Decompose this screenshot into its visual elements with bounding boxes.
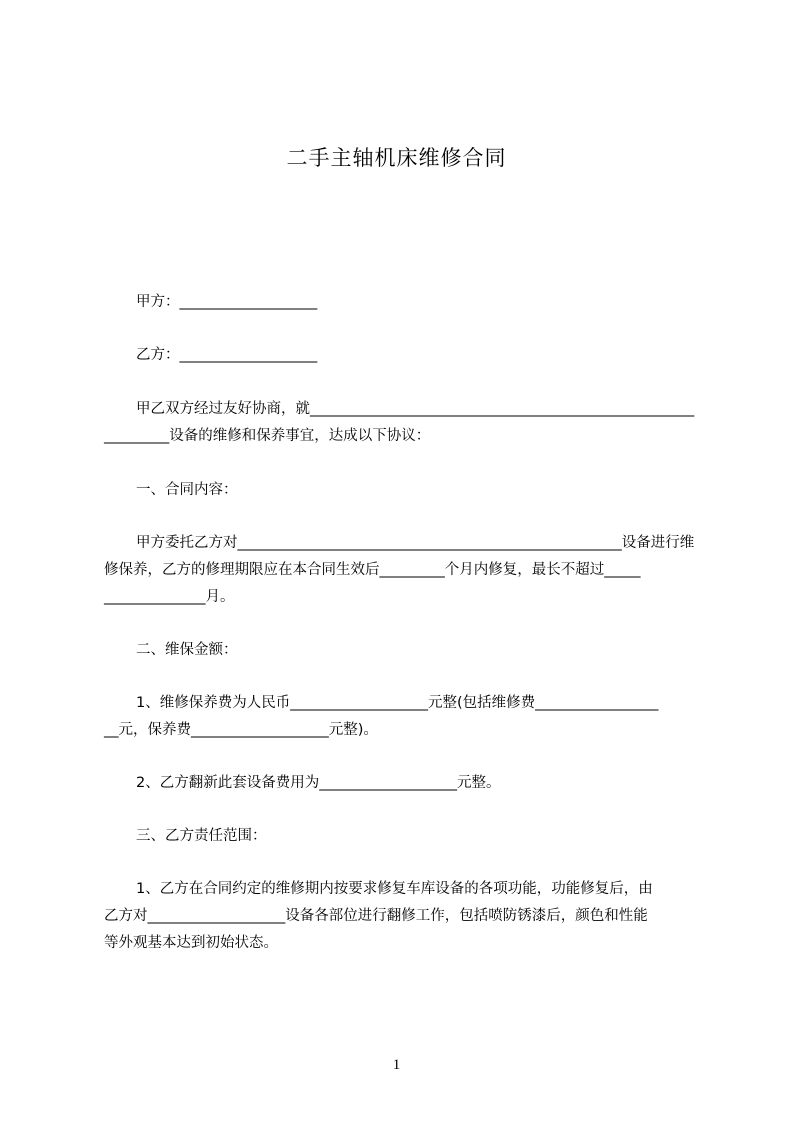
section-2-heading: 二、维保金额： [136,642,238,658]
section-3-item-1-line-3: 等外观基本达到初始状态。 [104,935,278,951]
section-2-item-1-line-1: 1、维修保养费为人民币___________________元整(包括维修费_________________ [136,695,659,711]
party-a-line: 甲方：___________________ [136,294,318,310]
section-1-line-1: 甲方委托乙方对_____________________________________________________设备进行维 [136,535,695,551]
section-1-line-2: 修保养，乙方的修理期限应在本合同生效后_________个月内修复，最长不超过_____ [104,562,641,578]
section-2-item-1-line-2: __元，保养费___________________元整)。 [104,722,378,738]
section-3-item-1-line-2: 乙方对___________________设备各部位进行翻修工作，包括喷防锈漆后，颜色和性能 [104,908,648,924]
party-b-line: 乙方：___________________ [136,347,318,363]
section-1-line-3: ______________月。 [104,589,235,605]
page-number: 1 [392,1057,401,1073]
section-3-heading: 三、乙方责任范围： [136,828,267,844]
section-1-heading: 一、合同内容： [136,482,238,498]
section-3-item-1-line-1: 1、乙方在合同约定的维修期内按要求修复车库设备的各项功能，功能修复后，由 [136,881,653,897]
document-title: 二手主轴机床维修合同 [286,146,507,170]
intro-line-2: _________设备的维修和保养事宜，达成以下协议： [104,428,431,444]
intro-line-1: 甲乙双方经过友好协商，就_____________________________________________________ [136,401,695,417]
section-2-item-2: 2、乙方翻新此套设备费用为___________________元整。 [136,775,501,791]
